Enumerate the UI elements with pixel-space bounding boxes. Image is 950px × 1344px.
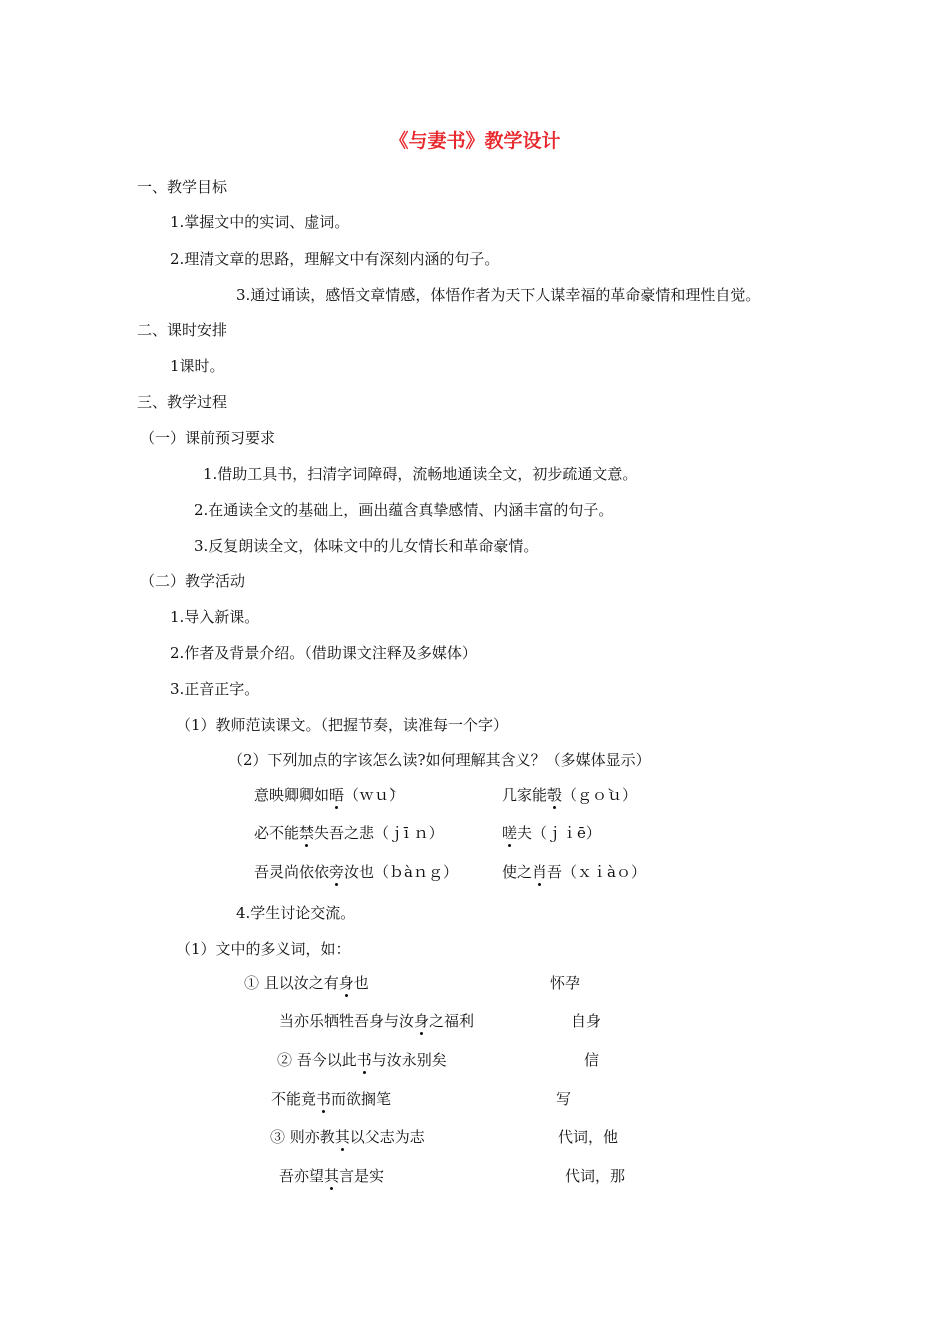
polysemy-example: ③ 则亦教其以父志为志 bbox=[270, 1128, 425, 1146]
dotted-character: 其 bbox=[334, 1128, 350, 1146]
activity-sub-item: （1）文中的多义词，如： bbox=[176, 940, 351, 958]
pronunciation-entry: 意映卿卿如晤（ｗｕ̀） bbox=[254, 786, 405, 804]
document-title: 《与妻书》教学设计 bbox=[389, 130, 561, 152]
pronunciation-entry: 使之肖吾（ｘｉàｏ） bbox=[502, 863, 646, 881]
polysemy-meaning: 代词，那 bbox=[565, 1167, 626, 1185]
pronunciation-entry: 嗟夫（ｊｉē） bbox=[502, 824, 601, 842]
section-heading-objectives: 一、教学目标 bbox=[137, 178, 228, 196]
section-heading-schedule: 二、课时安排 bbox=[137, 321, 228, 339]
polysemy-meaning: 自身 bbox=[571, 1012, 602, 1030]
dotted-character: 肖 bbox=[532, 863, 548, 881]
objective-item: 2.理清文章的思路，理解文中有深刻内涵的句子。 bbox=[170, 250, 500, 268]
polysemy-example: ① 且以汝之有身也 bbox=[244, 974, 369, 992]
dotted-character: 其 bbox=[324, 1167, 340, 1185]
section-heading-process: 三、教学过程 bbox=[137, 393, 228, 411]
dotted-character: 嗟 bbox=[502, 824, 518, 842]
polysemy-meaning: 信 bbox=[584, 1051, 600, 1069]
objective-item: 3.通过诵读，感悟文章情感，体悟作者为天下人谋幸福的革命豪情和理性自觉。 bbox=[236, 286, 761, 304]
schedule-text: 1课时。 bbox=[170, 357, 225, 375]
activity-sub-item: （1）教师范读课文。（把握节奏，读准每一个字） bbox=[176, 716, 509, 734]
subsection-heading-preview: （一）课前预习要求 bbox=[140, 429, 276, 447]
polysemy-example: 吾亦望其言是实 bbox=[279, 1167, 385, 1185]
subsection-heading-activities: （二）教学活动 bbox=[140, 572, 246, 590]
preview-item: 2.在通读全文的基础上，画出蕴含真挚感情、内涵丰富的句子。 bbox=[194, 501, 614, 519]
pronunciation-entry: 必不能禁失吾之悲（ｊī ｎ） bbox=[254, 824, 444, 842]
activity-item: 1.导入新课。 bbox=[170, 608, 260, 626]
pronunciation-entry: 几家能彀（ｇｏ̀ｕ） bbox=[502, 786, 638, 804]
dotted-character: 晤 bbox=[329, 786, 345, 804]
preview-item: 1.借助工具书，扫清字词障碍，流畅地通读全文，初步疏通文意。 bbox=[203, 465, 638, 483]
activity-sub-item: （2）下列加点的字该怎么读?如何理解其含义？（多媒体显示） bbox=[228, 751, 651, 769]
dotted-character: 禁 bbox=[299, 824, 315, 842]
dotted-character: 书 bbox=[356, 1051, 372, 1069]
polysemy-example: 当亦乐牺牲吾身与汝身之福利 bbox=[279, 1012, 475, 1030]
pronunciation-entry: 吾灵尚依依旁汝也（ｂàｎｇ） bbox=[254, 863, 458, 881]
polysemy-meaning: 代词，他 bbox=[558, 1128, 619, 1146]
polysemy-example: 不能竟书而欲搁笔 bbox=[271, 1090, 392, 1108]
dotted-character: 旁 bbox=[329, 863, 345, 881]
dotted-character: 身 bbox=[414, 1012, 430, 1030]
polysemy-example: ② 吾今以此书与汝永别矣 bbox=[277, 1051, 447, 1069]
dotted-character: 身 bbox=[338, 974, 354, 992]
activity-item: 4.学生讨论交流。 bbox=[236, 904, 356, 922]
preview-item: 3.反复朗读全文，体味文中的儿女情长和革命豪情。 bbox=[194, 537, 539, 555]
activity-item: 3.正音正字。 bbox=[170, 680, 260, 698]
polysemy-meaning: 怀孕 bbox=[550, 974, 581, 992]
polysemy-meaning: 写 bbox=[556, 1090, 572, 1108]
dotted-character: 书 bbox=[316, 1090, 332, 1108]
activity-item: 2.作者及背景介绍。（借助课文注释及多媒体） bbox=[170, 644, 477, 662]
objective-item: 1.掌握文中的实词、虚词。 bbox=[170, 213, 350, 231]
dotted-character: 彀 bbox=[547, 786, 563, 804]
